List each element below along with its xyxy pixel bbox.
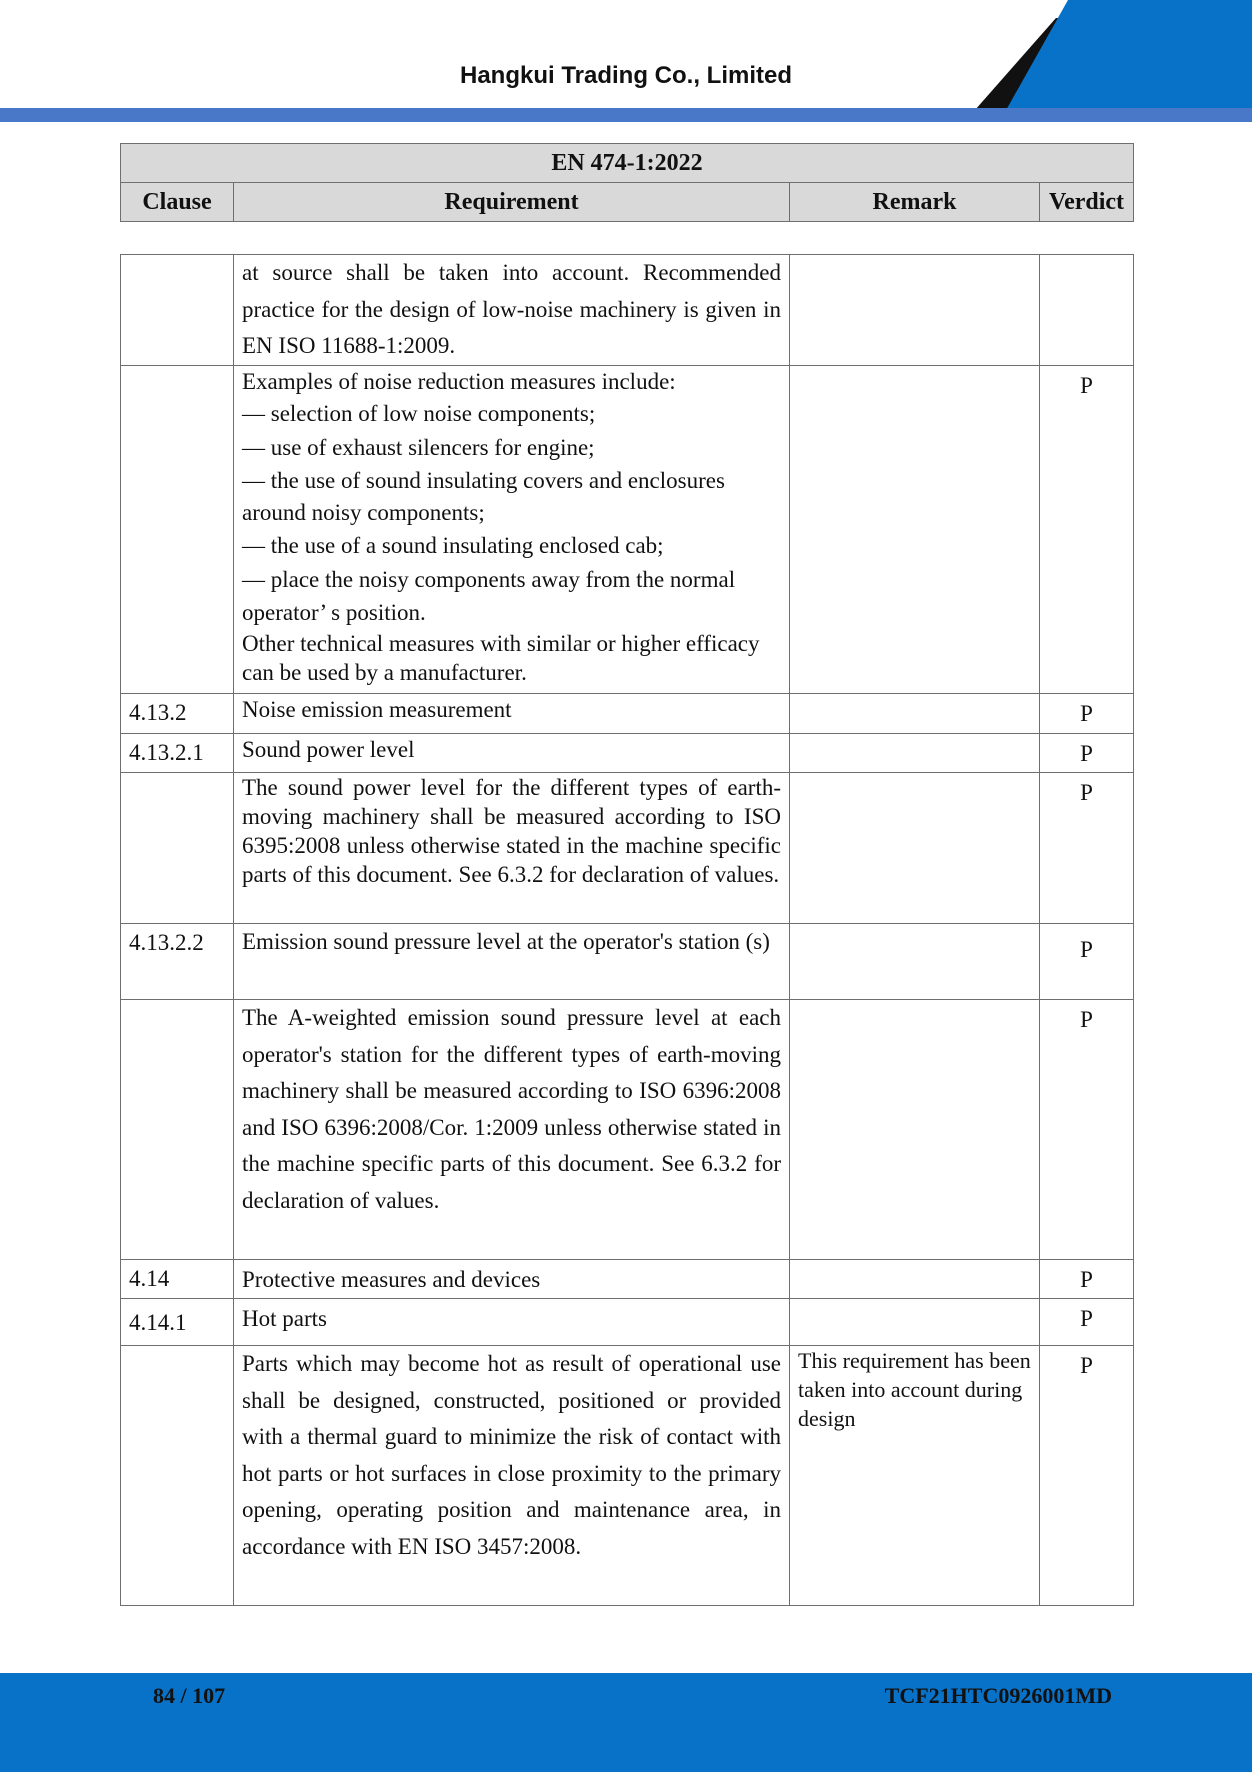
table-header [120, 143, 1134, 222]
remark-cell [790, 924, 1040, 1000]
remark-cell [790, 773, 1040, 924]
clause-cell: 4.13.2.1 [121, 734, 234, 773]
requirement-line: — place the noisy components away from the normal operator’ s position. [242, 567, 736, 625]
verdict-cell: P [1040, 366, 1134, 694]
standard-title: EN 474-1:2022 [121, 144, 1134, 183]
verdict-cell: P [1040, 1260, 1134, 1299]
verdict-cell: P [1040, 694, 1134, 734]
table-row [121, 1346, 1134, 1606]
remark-cell [790, 366, 1040, 694]
column-header-verdict: Verdict [1040, 183, 1134, 222]
requirement-line: — the use of a sound insulating enclosed cab; [242, 533, 664, 558]
requirement-line: Examples of noise reduction measures include: [242, 369, 676, 394]
header-blue-shape [1005, 0, 1252, 112]
requirement-line: — selection of low noise components; [242, 401, 596, 426]
table-row [121, 1000, 1134, 1260]
remark-cell: This requirement has been taken into account during design [790, 1346, 1040, 1606]
table-row [121, 1260, 1134, 1299]
clause-cell [121, 366, 234, 694]
page-number: 84 / 107 [153, 1683, 226, 1708]
remark-cell [790, 255, 1040, 366]
table-row [121, 734, 1134, 773]
clause-cell: 4.14.1 [121, 1299, 234, 1346]
verdict-cell [1040, 255, 1134, 366]
verdict-cell: P [1040, 924, 1134, 1000]
requirement-cell: Protective measures and devices [234, 1260, 790, 1299]
requirement-line: — the use of sound insulating covers and enclosures around noisy components; [242, 468, 725, 525]
verdict-cell: P [1040, 734, 1134, 773]
column-header-requirement: Requirement [234, 183, 790, 222]
column-header-remark: Remark [790, 183, 1040, 222]
clause-cell [121, 1346, 234, 1606]
table-row [121, 366, 1134, 694]
clause-cell [121, 1000, 234, 1260]
remark-cell [790, 694, 1040, 734]
report-number: TCF21HTC0926001MD [884, 1683, 1112, 1708]
table-row [121, 255, 1134, 366]
requirement-cell: at source shall be taken into account. Recommended practice for the design of low-noise machinery is given in EN ISO 11688-1:2009. [234, 255, 790, 366]
requirement-cell: Hot parts [234, 1299, 790, 1346]
remark-cell [790, 1000, 1040, 1260]
requirement-cell: The A-weighted emission sound pressure level at each operator's station for the different types of earth-moving machinery shall be measured according to ISO 6396:2008 and ISO 6396:2008/Cor. 1:2009 unless otherwise stated in the machine specific parts of this document. See 6.3.2 for declaration of values. [234, 1000, 790, 1260]
verdict-cell: P [1040, 773, 1134, 924]
remark-cell [790, 734, 1040, 773]
requirement-cell: Emission sound pressure level at the operator's station (s) [234, 924, 790, 1000]
requirement-cell: Noise emission measurement [234, 694, 790, 734]
requirement-cell: Parts which may become hot as result of operational use shall be designed, constructed, positioned or provided with a thermal guard to minimize the risk of contact with hot parts or hot surfaces in close proximity to the primary opening, operating position and maintenance area, in accordance with EN ISO 3457:2008. [234, 1346, 790, 1606]
remark-cell [790, 1260, 1040, 1299]
header-stripe [0, 108, 1252, 122]
verdict-cell: P [1040, 1000, 1134, 1260]
table-row [121, 773, 1134, 924]
clause-cell [121, 773, 234, 924]
table-row [121, 694, 1134, 734]
clause-cell [121, 255, 234, 366]
verdict-cell: P [1040, 1299, 1134, 1346]
requirement-cell: Sound power level [234, 734, 790, 773]
requirement-line: — use of exhaust silencers for engine; [242, 435, 595, 460]
clause-cell: 4.13.2.2 [121, 924, 234, 1000]
table-row [121, 1299, 1134, 1346]
column-header-clause: Clause [121, 183, 234, 222]
requirement-cell [234, 366, 790, 694]
clause-cell: 4.14 [121, 1260, 234, 1299]
requirement-cell: The sound power level for the different types of earth-moving machinery shall be measured according to ISO 6395:2008 unless otherwise stated in the machine specific parts of this document. See 6.3.2 for declaration of values. [234, 773, 790, 924]
company-name: Hangkui Trading Co., Limited [459, 62, 792, 89]
remark-cell [790, 1299, 1040, 1346]
verdict-cell: P [1040, 1346, 1134, 1606]
table-row [121, 924, 1134, 1000]
requirement-line: Other technical measures with similar or higher efficacy can be used by a manufacturer. [242, 631, 760, 685]
clause-cell: 4.13.2 [121, 694, 234, 734]
requirements-table [120, 254, 1134, 1606]
